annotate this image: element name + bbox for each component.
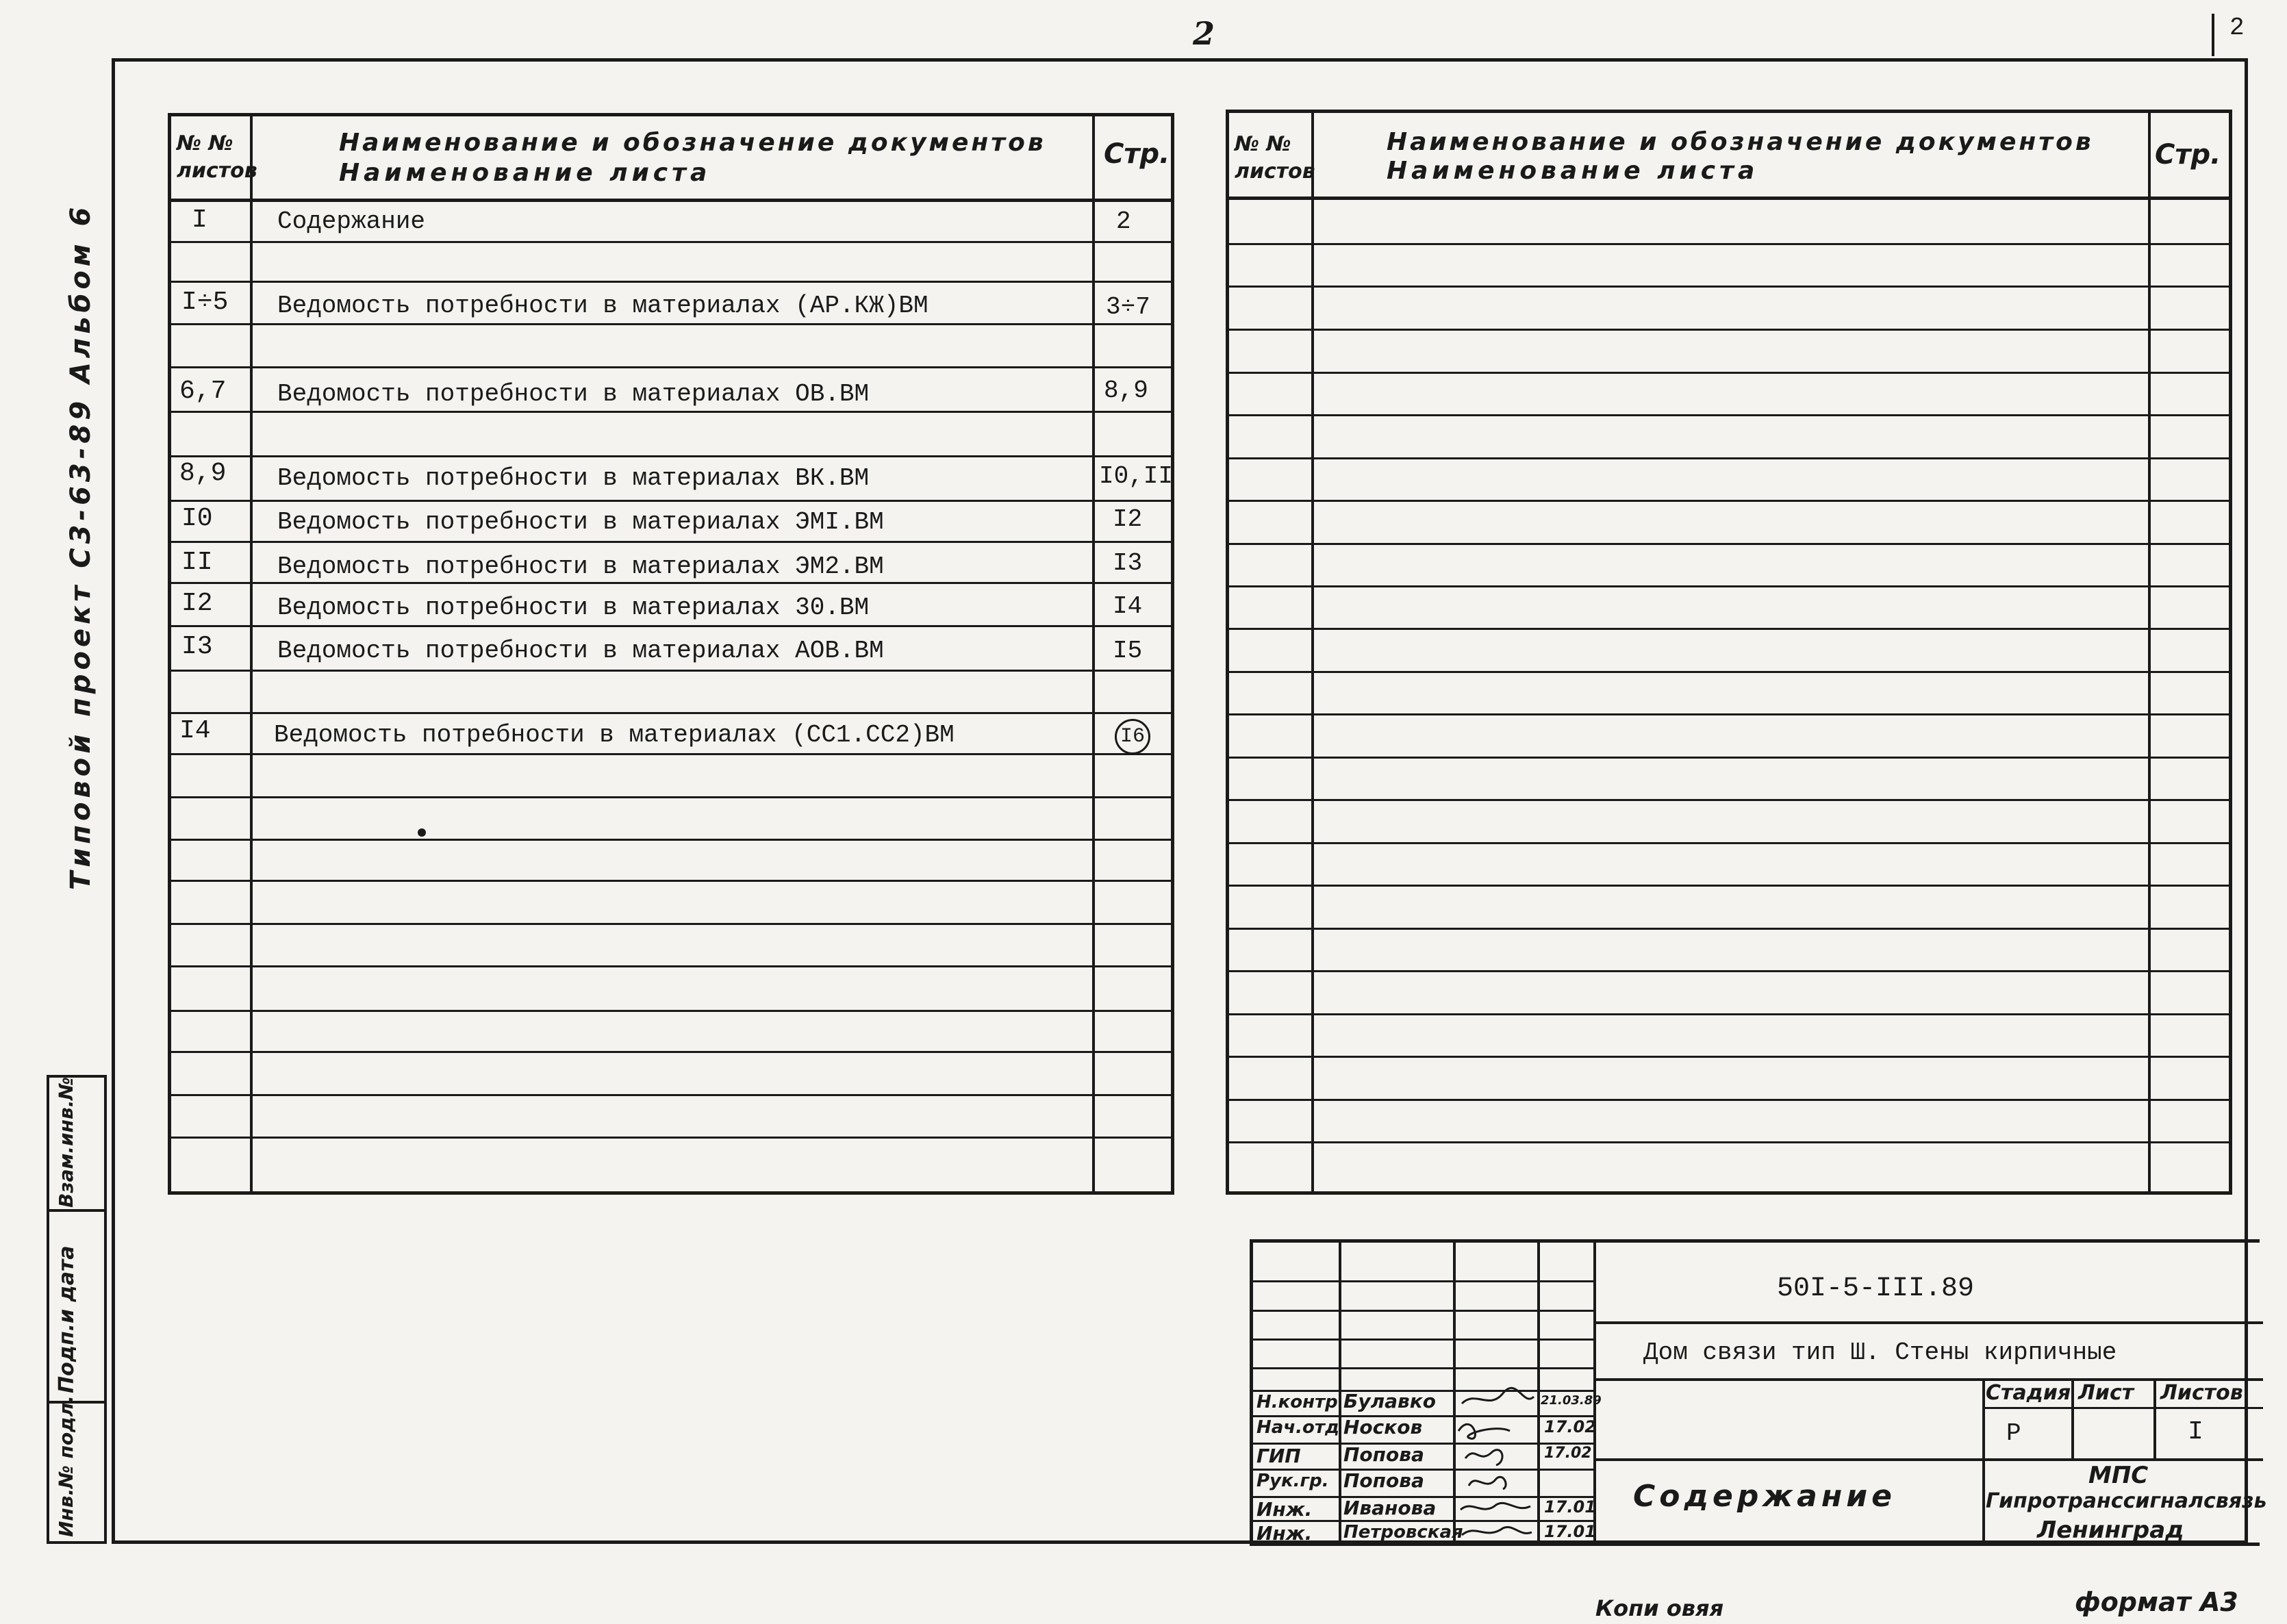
- stage-label: Стадия: [1986, 1381, 2071, 1405]
- sheets-label: Листов: [2160, 1381, 2243, 1405]
- row-6-name: Ведомость потребности в материалах ЭМ2.ВМ: [277, 553, 884, 581]
- staff-6-role: Инж.: [1256, 1522, 1313, 1545]
- row-7-page: I4: [1113, 592, 1143, 620]
- signatures-scribble: [1455, 1383, 1537, 1546]
- project-name: Дом связи тип Ш. Стены кирпичные: [1643, 1338, 2117, 1367]
- left-header-name-2: Наименование листа: [339, 159, 711, 187]
- page-center-number: 2: [1193, 15, 1215, 52]
- row-8-page: I5: [1113, 637, 1143, 665]
- sheets-value: I: [2188, 1417, 2203, 1447]
- row-9-name: Ведомость потребности в материалах (СС1.СС2)ВМ: [274, 721, 955, 749]
- org-line-2: Гипротранссигналсвязь: [1986, 1489, 2267, 1513]
- staff-2-name: Носков: [1343, 1416, 1423, 1438]
- staff-4-role: Рук.гр.: [1256, 1471, 1329, 1491]
- left-header-name-1: Наименование и обозначение документов: [339, 129, 1046, 157]
- inv-label: Инв.№ подл.: [55, 1395, 77, 1537]
- row-9-num: I4: [179, 716, 211, 746]
- right-header-name-2: Наименование листа: [1387, 157, 1759, 185]
- row-5-name: Ведомость потребности в материалах ЭМI.ВМ: [277, 508, 884, 536]
- row-6-num: II: [181, 548, 213, 577]
- format-note: формат А3: [2075, 1587, 2238, 1617]
- staff-5-name: Иванова: [1343, 1497, 1437, 1519]
- ink-dot: [418, 828, 426, 837]
- staff-5-role: Инж.: [1256, 1498, 1313, 1521]
- row-1-page: 2: [1116, 207, 1131, 236]
- staff-3-role: ГИП: [1256, 1445, 1301, 1467]
- staff-6-name: Петровская: [1343, 1522, 1463, 1543]
- podp-label: Подп.и дата: [55, 1245, 79, 1393]
- staff-3-date: 17.02: [1544, 1445, 1592, 1462]
- staff-6-date: 17.01: [1544, 1522, 1596, 1541]
- row-6-page: I3: [1113, 549, 1143, 577]
- row-3-num: 6,7: [179, 377, 227, 406]
- inv-box: [47, 1395, 107, 1544]
- row-4-num: 8,9: [179, 459, 227, 488]
- row-5-page: I2: [1113, 505, 1143, 533]
- row-7-num: I2: [181, 589, 213, 618]
- staff-4-name: Попова: [1343, 1469, 1424, 1492]
- vzam-label: Взам.инв.№: [55, 1076, 77, 1208]
- row-4-page: I0,II: [1099, 462, 1174, 490]
- sheet-number: 2: [2229, 14, 2245, 42]
- row-5-num: I0: [181, 504, 213, 533]
- org-line-3: Ленинград: [2037, 1517, 2184, 1544]
- sheet-label: Лист: [2078, 1381, 2134, 1405]
- document-code: 50I-5-III.89: [1777, 1273, 1975, 1304]
- row-8-num: I3: [181, 632, 213, 661]
- album-side-label: Типовой проект С3-63-89 Альбом 6: [65, 203, 97, 890]
- title-block: [1250, 1239, 2267, 1546]
- staff-3-name: Попова: [1343, 1443, 1424, 1466]
- row-2-page: 3÷7: [1106, 293, 1150, 321]
- row-3-name: Ведомость потребности в материалах ОВ.ВМ: [277, 380, 870, 408]
- left-contents-table: [168, 113, 1174, 1195]
- row-1-name: Содержание: [277, 207, 426, 236]
- staff-1-date: 21.03.89: [1541, 1393, 1602, 1408]
- row-7-name: Ведомость потребности в материалах 30.ВМ: [277, 594, 870, 622]
- row-3-page: 8,9: [1104, 377, 1148, 405]
- staff-5-date: 17.01: [1544, 1497, 1596, 1517]
- right-header-page: Стр.: [2155, 139, 2221, 170]
- row-9-page-circled: I6: [1115, 719, 1150, 754]
- org-line-1: МПС: [2088, 1462, 2149, 1489]
- vzam-box: [47, 1075, 107, 1212]
- right-header-num: № № листов: [1235, 132, 1315, 183]
- sheet-number-divider: [2212, 14, 2214, 56]
- right-contents-table: [1226, 110, 2232, 1195]
- staff-2-date: 17.02: [1544, 1417, 1596, 1436]
- row-1-num: I: [192, 205, 207, 235]
- left-header-page: Стр.: [1104, 138, 1170, 170]
- row-4-name: Ведомость потребности в материалах ВК.ВМ: [277, 464, 870, 492]
- staff-2-role: Нач.отд: [1256, 1417, 1339, 1438]
- stage-value: Р: [2006, 1419, 2021, 1447]
- left-header-num: № № листов: [177, 131, 257, 183]
- staff-1-role: Н.контр: [1256, 1392, 1338, 1412]
- copy-note: Копи овяя: [1595, 1595, 1724, 1621]
- row-8-name: Ведомость потребности в материалах АОВ.ВМ: [277, 637, 884, 665]
- row-2-name: Ведомость потребности в материалах (АР.КЖ)ВМ: [277, 292, 928, 320]
- row-2-num: I÷5: [181, 288, 229, 317]
- podp-box: [47, 1212, 107, 1404]
- sheet-title: Содержание: [1633, 1479, 1896, 1514]
- right-header-name-1: Наименование и обозначение документов: [1387, 128, 2094, 156]
- staff-1-name: Булавко: [1343, 1390, 1436, 1412]
